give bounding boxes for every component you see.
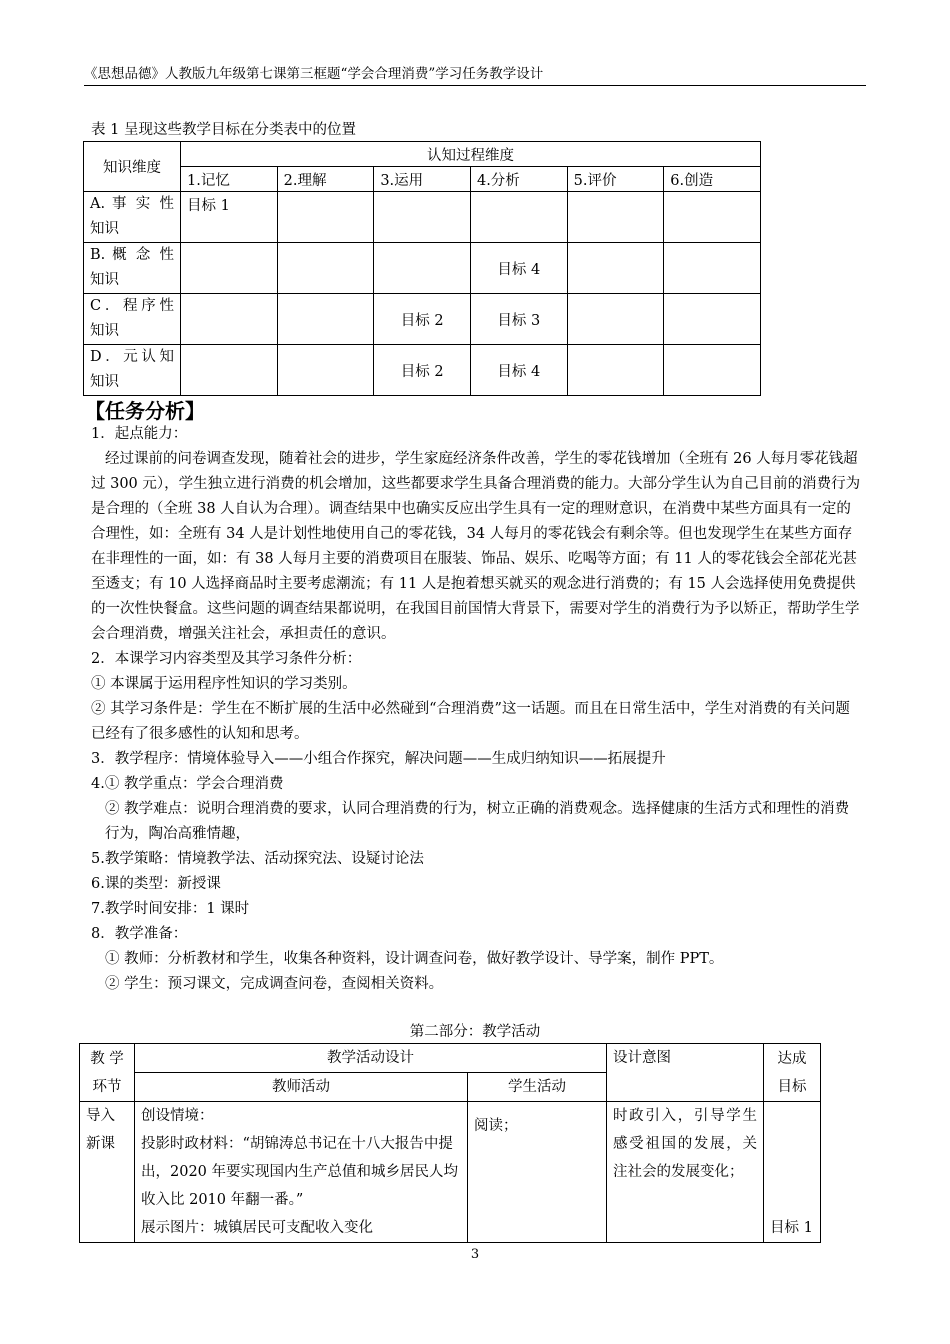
- table-cell: [277, 192, 374, 243]
- task-analysis-body: [91, 422, 861, 997]
- stage-cell: 导入 新课: [80, 1102, 135, 1243]
- student-activity-cell: 阅读；: [468, 1102, 607, 1243]
- table-cell: [374, 192, 471, 243]
- table-cell: [470, 192, 567, 243]
- page-number: 3: [470, 1247, 480, 1262]
- knowledge-dimension-header: 知识维度: [84, 142, 181, 192]
- preparation-teacher: ① 教师：分析教材和学生，收集各种资料，设计调查问卷，做好教学设计、导学案，制作 PPT。: [105, 951, 724, 967]
- table-cell: [664, 243, 761, 294]
- teaching-focus: 4.① 教学重点：学会合理消费: [91, 776, 284, 792]
- column-header: 4.分析: [470, 167, 567, 192]
- task-analysis-title: 【任务分析】: [85, 399, 205, 423]
- table-cell: [664, 345, 761, 396]
- table-row: [84, 294, 761, 345]
- student-activity-header: 学生活动: [468, 1073, 607, 1102]
- teacher-activity-line: 创设情境：: [141, 1108, 214, 1124]
- content-type-heading: 2．本课学习内容类型及其学习条件分析：: [91, 651, 362, 667]
- table-cell: 目标 2: [374, 294, 471, 345]
- table-cell: 目标 3: [470, 294, 567, 345]
- teaching-strategy: 5.教学策略：情境教学法、活动探究法、设疑讨论法: [91, 851, 424, 867]
- part2-title: 第二部分：教学活动: [409, 1024, 541, 1040]
- lesson-type: 6.课的类型：新授课: [91, 876, 221, 892]
- table-cell: [374, 243, 471, 294]
- table-cell: [181, 294, 278, 345]
- table-row: [84, 345, 761, 396]
- teacher-activity-line: 投影时政材料：“胡锦涛总书记在十八大报告中提出，2020 年要实现国内生产总值和城乡居民人均收入比 2010 年翻一番。”: [141, 1136, 459, 1208]
- row-label: B. 概 念 性 知识: [84, 243, 181, 294]
- table-cell: 目标 4: [470, 243, 567, 294]
- table-cell: [277, 345, 374, 396]
- preparation-heading: 8．教学准备：: [91, 926, 188, 942]
- content-type-item: ② 其学习条件是：学生在不断扩展的生活中必然碰到“合理消费”这一话题。而且在日常生活中，学生对消费的有关问题已经有了很多感性的认知和思考。: [91, 701, 850, 742]
- teaching-procedure: 3．教学程序：情境体验导入——小组合作探究，解决问题——生成归纳知识——拓展提升: [91, 751, 666, 767]
- row-label: A. 事 实 性 知识: [84, 192, 181, 243]
- table-cell: [277, 294, 374, 345]
- goals-classification-table: [83, 141, 761, 396]
- starting-ability-heading: 1．起点能力：: [91, 426, 188, 442]
- column-header: 6.创造: [664, 167, 761, 192]
- intent-cell: 时政引入，引导学生感受祖国的发展，关注社会的发展变化；: [607, 1102, 764, 1243]
- content-type-item: ① 本课属于运用程序性知识的学习类别。: [91, 676, 357, 692]
- design-header: 教学活动设计: [135, 1044, 607, 1073]
- table-cell: [277, 243, 374, 294]
- cognitive-dimension-header: 认知过程维度: [181, 142, 761, 167]
- teacher-activity-cell: [135, 1102, 468, 1243]
- table-cell: [567, 294, 664, 345]
- table-cell: [664, 192, 761, 243]
- goal-cell: 目标 1: [764, 1102, 821, 1243]
- table-row: [80, 1102, 821, 1243]
- row-label: D．元认知 知识: [84, 345, 181, 396]
- intent-header: 设计意图: [607, 1044, 764, 1102]
- row-label: C．程序性 知识: [84, 294, 181, 345]
- table-cell: [567, 192, 664, 243]
- table-row: [84, 192, 761, 243]
- table-cell: [181, 243, 278, 294]
- column-header: 3.运用: [374, 167, 471, 192]
- goal-header: 达成 目标: [764, 1044, 821, 1102]
- table-cell: [567, 243, 664, 294]
- teacher-activity-line: 展示图片：城镇居民可支配收入变化: [141, 1220, 373, 1236]
- teaching-activity-table: [79, 1043, 821, 1243]
- starting-ability-text: 经过课前的问卷调查发现，随着社会的进步，学生家庭经济条件改善，学生的零花钱增加（全班有 26 人每月零花钱超过 300 元），学生独立进行消费的机会增加，这些都要求学生具备合理消费的能力。大部分学生认为自己目前的消费行为是合理的（全班 38 人自认为合理）。调查结果中也确实反应出学生具有一定的理财意识，在消费中某些方面具有一定的合理性，如：全班有 34 人是计划性地使用自己的零花钱，34 人每月的零花钱会有剩余等。但也发现学生在某些方面存在非理性的一面，如：有 38 人每月主要的消费项目在服装、饰品、娱乐、吃喝等方面；有 11 人的零花钱会全部花光甚至透支；有 10 人选择商品时主要考虑潮流；有 11 人是抱着想买就买的观念进行消费的；有 15 人会选择使用免费提供的一次性快餐盒。这些问题的调查结果都说明，在我国目前国情大背景下，需要对学生的消费行为予以矫正，帮助学生学会合理消费，增强关注社会，承担责任的意识。: [91, 451, 861, 642]
- table-cell: 目标 1: [181, 192, 278, 243]
- stage-header: 教 学 环节: [80, 1044, 135, 1102]
- time-arrangement: 7.教学时间安排：1 课时: [91, 901, 250, 917]
- table-cell: [664, 294, 761, 345]
- column-header: 5.评价: [567, 167, 664, 192]
- page-header: 《思想品德》人教版九年级第七课第三框题“学会合理消费”学习任务教学设计: [84, 64, 866, 86]
- column-header: 1.记忆: [181, 167, 278, 192]
- table-cell: 目标 4: [470, 345, 567, 396]
- preparation-student: ② 学生：预习课文，完成调查问卷，查阅相关资料。: [105, 976, 444, 992]
- table1-caption: 表 1 呈现这些教学目标在分类表中的位置: [91, 122, 356, 138]
- table-cell: [567, 345, 664, 396]
- table-row: [84, 243, 761, 294]
- table-cell: [181, 345, 278, 396]
- table-cell: 目标 2: [374, 345, 471, 396]
- teacher-activity-header: 教师活动: [135, 1073, 468, 1102]
- teaching-difficulty: ② 教学难点：说明合理消费的要求，认同合理消费的行为，树立正确的消费观念。选择健康的生活方式和理性的消费行为，陶冶高雅情趣，: [105, 801, 850, 842]
- column-header: 2.理解: [277, 167, 374, 192]
